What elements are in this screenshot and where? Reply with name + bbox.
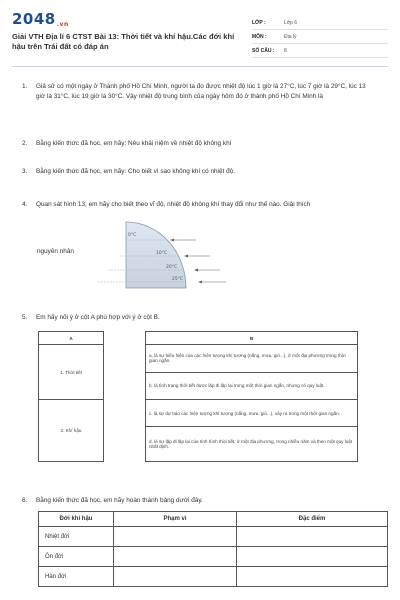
meta-row-class	[252, 16, 388, 30]
question-number: 3.	[22, 168, 28, 175]
table-row	[39, 527, 388, 547]
question-text: Bằng kiến thức đã học, em hãy hoàn thành bảng dưới đây.	[36, 497, 203, 504]
spacer-cell	[104, 345, 146, 400]
question-text: Bằng kiến thức đã học, em hãy: Cho biết vì sao không khí có nhiệt độ.	[36, 168, 235, 175]
figure-temp-label: 25°C	[172, 277, 184, 282]
question-text: Giả sử có một ngày ở Thành phố Hồ Chí Minh, người ta đo được nhiệt độ lúc 1 giờ là 27°C, lúc 7 giờ là 29°C, lúc 13 giờ là 31°C, lúc 19 giờ là 30°C. Vậy nhiệt độ trung bình của ngày hôm đó ở thành phố Hồ Chí Minh là	[36, 83, 366, 100]
answer-cell[interactable]	[237, 527, 388, 547]
meta-row-subject	[252, 30, 388, 44]
answer-cell[interactable]	[114, 547, 237, 567]
question-text: Quan sát hình 13, em hãy cho biết theo vĩ độ, nhiệt độ không khí thay đổi như thế nào. Giải thích	[36, 201, 311, 208]
column-b-item[interactable]: a. là sự biểu hiện của các hiện tượng khí tượng (nắng, mưa, gió...), ở một địa phương trong thời gian ngắn.	[146, 345, 358, 373]
question-number: 2.	[22, 140, 28, 147]
figure-temp-label: 20°C	[166, 265, 178, 270]
climate-zone-table	[38, 511, 388, 587]
latitude-temperature-figure	[98, 218, 248, 290]
column-header: Đới khí hậu	[39, 512, 114, 527]
spacer-cell	[104, 332, 146, 345]
question-number: 6.	[22, 497, 28, 504]
answer-cell[interactable]	[237, 567, 388, 587]
figure-caption: nguyên nhân	[37, 248, 74, 255]
question-number: 5.	[22, 314, 28, 321]
table-row	[39, 547, 388, 567]
question-number: 1.	[22, 83, 28, 90]
document-title: Giải VTH Địa lí 6 CTST Bài 13: Thời tiết và khí hậu.Các đới khí hậu trên Trái đất có đáp án	[12, 32, 235, 51]
meta-label: LỚP :	[252, 19, 266, 26]
column-b-item[interactable]: c. là sự dự báo các hiện tượng khí tượng (nắng, mưa, gió...), xảy ra trong một thời gian ngắn.	[146, 400, 358, 427]
column-a-item[interactable]: 1. Thời tiết	[39, 345, 104, 400]
answer-cell[interactable]	[237, 547, 388, 567]
table-row	[39, 400, 358, 427]
table-row	[39, 567, 388, 587]
site-logo[interactable]	[12, 10, 69, 28]
meta-label: MÔN :	[252, 33, 267, 40]
answer-cell[interactable]	[114, 527, 237, 547]
question-text: Em hãy nối ý ở cột A phù hợp với ý ở cột B.	[36, 314, 160, 321]
logo-suffix: .vn	[56, 21, 69, 28]
table-row	[39, 345, 358, 373]
meta-label: SỐ CÂU :	[252, 47, 275, 54]
zone-name: Ôn đới	[39, 547, 114, 567]
table-header-row	[39, 512, 388, 527]
column-b-header: B	[146, 332, 358, 345]
logo-text: 2048	[12, 10, 56, 28]
meta-value: Địa lý	[284, 33, 297, 40]
meta-value: 8	[284, 47, 287, 54]
meta-value: Lớp 6	[284, 19, 298, 26]
answer-cell[interactable]	[114, 567, 237, 587]
column-a-item[interactable]: 2. Khí hậu	[39, 400, 104, 462]
spacer-cell	[104, 400, 146, 462]
header-divider	[12, 66, 388, 67]
column-header: Đặc điểm	[237, 512, 388, 527]
table-header-row	[39, 332, 358, 345]
column-header: Phạm vi	[114, 512, 237, 527]
document-header	[12, 10, 388, 60]
zone-name: Nhiệt đới	[39, 527, 114, 547]
figure-temp-label: 10°C	[156, 251, 168, 256]
question-text: Bằng kiến thức đã học, em hãy: Nêu khái niệm về nhiệt độ không khí	[36, 140, 232, 147]
column-b-item[interactable]: b. là tình trạng thời tiết được lặp đi lặp lại trong một thời gian ngắn, nhưng có quy luật.	[146, 372, 358, 400]
question-number: 4.	[22, 201, 28, 208]
matching-table	[38, 331, 358, 462]
column-b-item[interactable]: d. là sự lặp đi lặp lại của tình hình thời tiết, ở một địa phương, trong nhiều năm và theo một quy luật nhất định.	[146, 427, 358, 462]
zone-name: Hàn đới	[39, 567, 114, 587]
meta-row-count	[252, 44, 388, 58]
meta-panel	[252, 16, 388, 58]
column-a-header: A	[39, 332, 104, 345]
figure-temp-label: 0°C	[128, 233, 137, 238]
